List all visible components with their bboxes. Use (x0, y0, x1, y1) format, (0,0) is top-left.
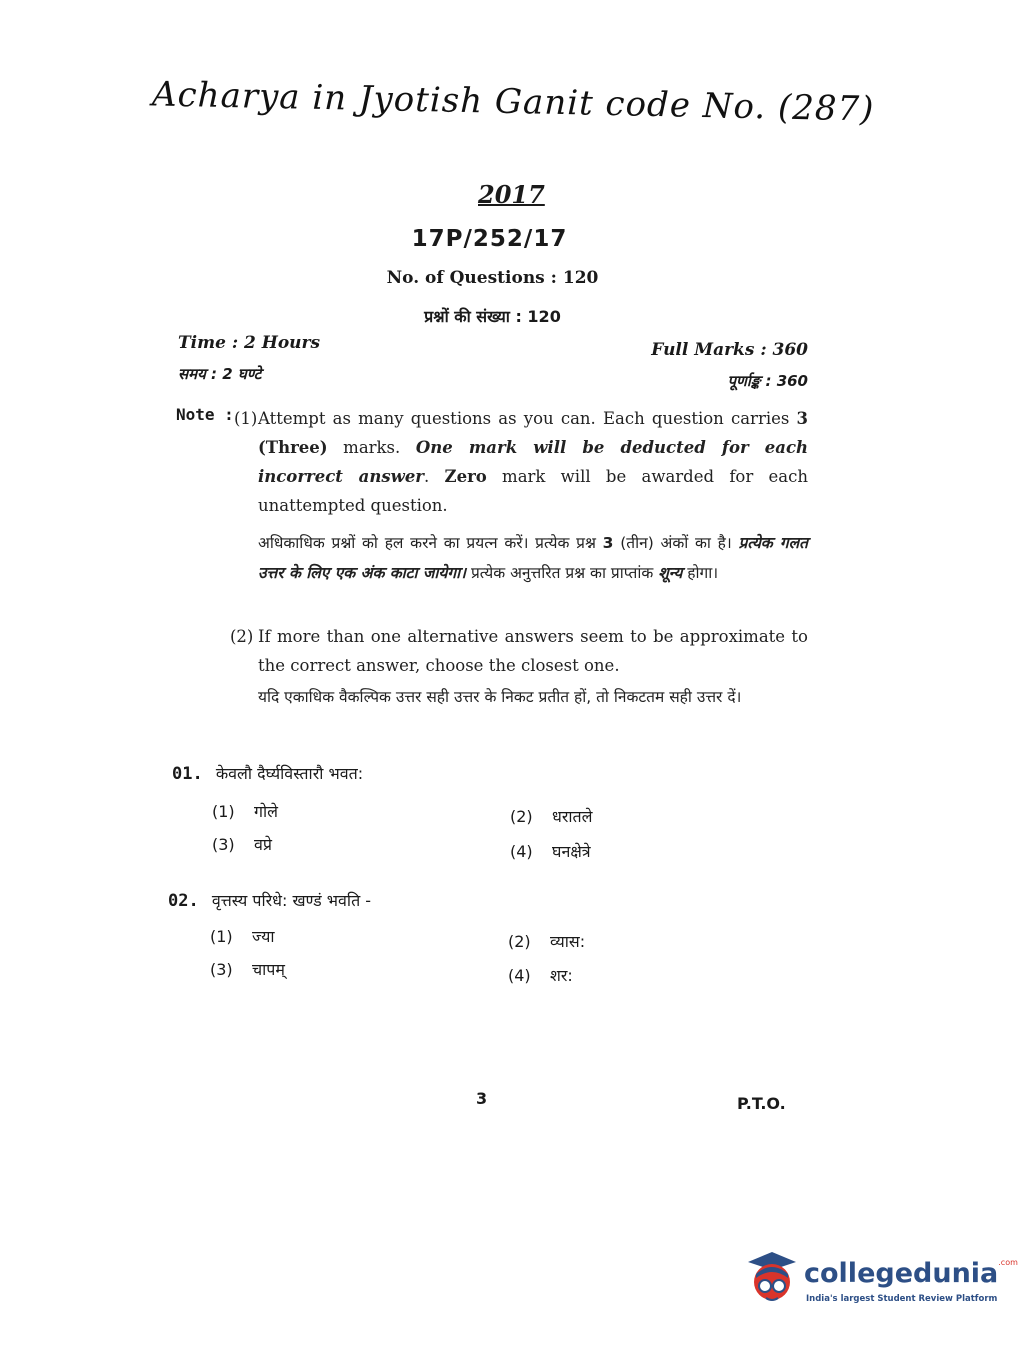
question-1 (172, 762, 363, 784)
pto-label: P.T.O. (737, 1094, 786, 1113)
time-en: Time : 2 Hours (178, 333, 321, 353)
q2-option-2[interactable]: (2) व्यास: (508, 932, 586, 951)
full-marks-en: Full Marks : 360 (651, 340, 808, 360)
brand-tagline: India's largest Student Review Platform (806, 1294, 998, 1304)
question-text: केवलौ दैर्घ्यविस्तारौ भवत: (215, 764, 364, 783)
brand-name: collegedunia$^{.com}$ (804, 1258, 1018, 1289)
handwritten-title: Acharya in Jyotish Ganit code No. (287) (151, 74, 875, 130)
note-2-hindi: यदि एकाधिक वैकल्पिक उत्तर सही उत्तर के निकट प्रतीत हों, तो निकटतम सही उत्तर दें। (258, 688, 742, 706)
note-1-number: (1) (234, 409, 258, 428)
paper-code: 17P/252/17 (411, 226, 568, 252)
note-1-hindi: अधिकाधिक प्रश्नों को हल करने का प्रयत्न करें। प्रत्येक प्रश्न 3 (तीन) अंकों का है। प्रत्येक गलत उत्तर के लिए एक अंक काटा जायेगा। प्रत्येक अनुत्तरित प्रश्न का प्राप्तांक शून्य होगा। (258, 534, 808, 582)
question-number: 02. (168, 891, 199, 911)
q2-option-4[interactable]: (4) शर: (508, 966, 573, 985)
num-questions-en: No. of Questions : 120 (386, 268, 599, 288)
note-label: Note : (176, 405, 234, 424)
q2-option-1[interactable]: (1) ज्या (210, 927, 275, 946)
note-2-number: (2) (230, 627, 254, 646)
note-1-english: Attempt as many questions as you can. Each question carries 3 (Three) marks. One mark will be deducted for each incorrect answer. Zero mark will be awarded for each unattempted question. (258, 409, 808, 515)
q2-option-3[interactable]: (3) चापम् (210, 960, 285, 979)
note-2-english: If more than one alternative answers seem to be approximate to the correct answer, choose the closest one. (258, 627, 808, 675)
q1-option-4[interactable]: (4) घनक्षेत्रे (510, 842, 591, 861)
q1-option-3[interactable]: (3) वप्रे (212, 835, 273, 854)
question-number: 01. (172, 764, 203, 784)
time-hi: समय : 2 घण्टे (178, 365, 262, 383)
question-text: वृत्तस्य परिधे: खण्डं भवति - (211, 891, 372, 910)
q1-option-2[interactable]: (2) धरातले (510, 807, 593, 826)
question-2 (168, 889, 371, 911)
mascot-logo-icon (742, 1248, 802, 1308)
exam-year: 2017 (478, 180, 545, 209)
full-marks-hi: पूर्णाङ्क : 360 (727, 372, 808, 390)
q1-option-1[interactable]: (1) गोले (212, 802, 279, 821)
page-number: 3 (476, 1089, 488, 1108)
num-questions-hi: प्रश्नों की संख्या : 120 (424, 307, 561, 326)
